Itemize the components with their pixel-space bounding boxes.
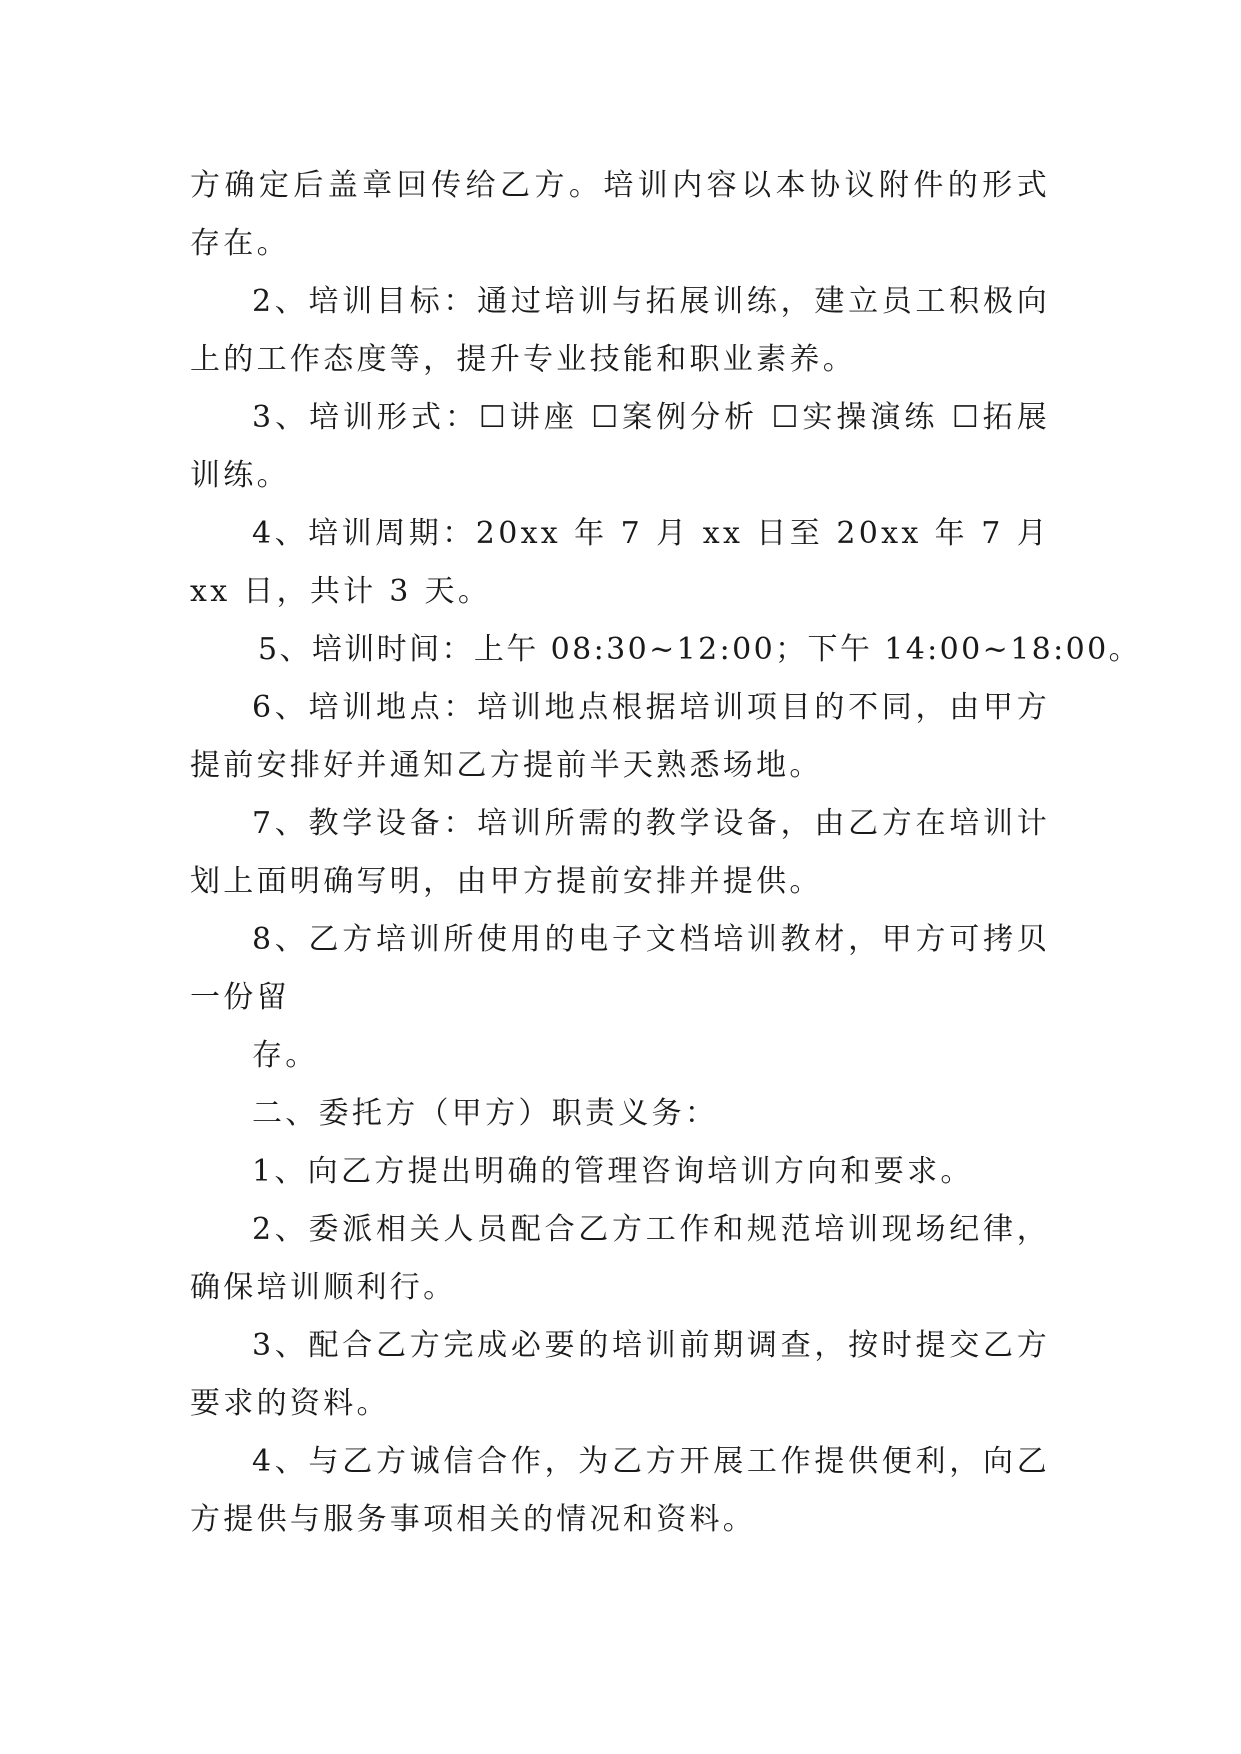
paragraph-training-materials-end: 存。 [252,1038,319,1073]
paragraph-duty-4: 4、与乙方诚信合作，为乙方开展工作提供便利，向乙方提供与服务事项相关的情况和资料。 [190,1444,1050,1537]
paragraph-teaching-equipment: 7、教学设备：培训所需的教学设备，由乙方在培训计划上面明确写明，由甲方提前安排并提供。 [190,806,1050,899]
paragraph-training-target: 2、培训目标：通过培训与拓展训练，建立员工积极向上的工作态度等，提升专业技能和职业素养。 [190,284,1050,377]
paragraph-continuation: 方确定后盖章回传给乙方。培训内容以本协议附件的形式存在。 [190,168,1050,261]
paragraph-training-materials: 8、乙方培训所使用的电子文档培训教材，甲方可拷贝一份留 [190,922,1050,1015]
section-heading-client-duties: 二、委托方（甲方）职责义务： [252,1096,719,1131]
paragraph-training-time: 5、培训时间：上午 08:30~12:00；下午 14:00~18:00。 [258,632,1142,667]
document-body [190,157,1142,1549]
paragraph-training-period: 4、培训周期：20xx 年 7 月 xx 日至 20xx 年 7 月 xx 日，共计 3 天。 [190,516,1050,609]
paragraph-duty-3: 3、配合乙方完成必要的培训前期调查，按时提交乙方要求的资料。 [190,1328,1050,1421]
paragraph-duty-1: 1、向乙方提出明确的管理咨询培训方向和要求。 [252,1154,974,1189]
paragraph-training-format: 3、培训形式：☐讲座 ☐案例分析 ☐实操演练 ☐拓展训练。 [190,400,1050,493]
paragraph-duty-2: 2、委派相关人员配合乙方工作和规范培训现场纪律，确保培训顺利行。 [190,1212,1050,1305]
paragraph-training-location: 6、培训地点：培训地点根据培训项目的不同，由甲方提前安排好并通知乙方提前半天熟悉场地。 [190,690,1050,783]
